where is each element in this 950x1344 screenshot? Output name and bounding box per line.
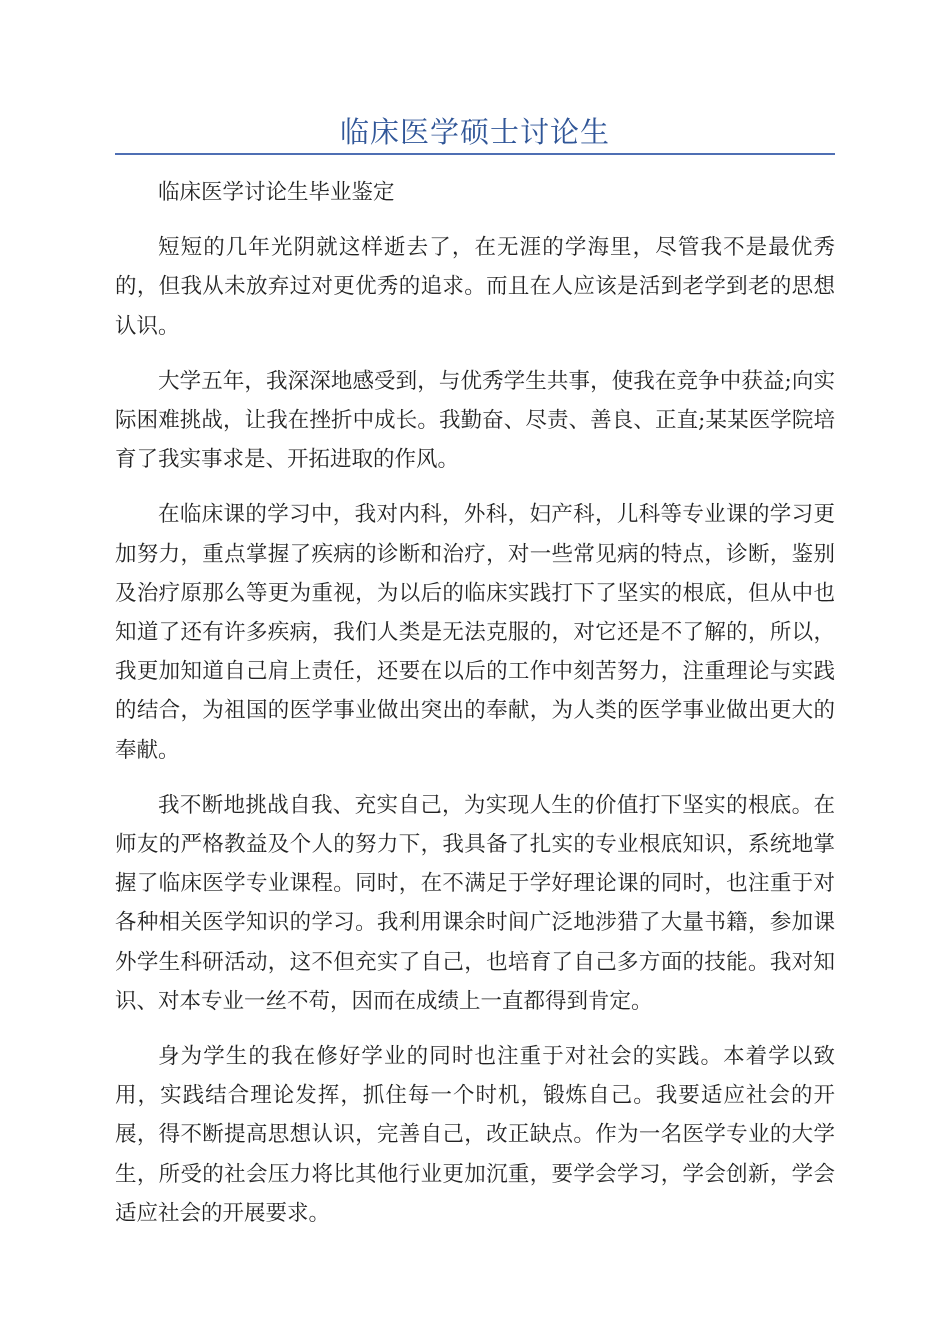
document-title: 临床医学硕士讨论生 [339, 115, 610, 149]
paragraph: 我不断地挑战自我、充实自己，为实现人生的价值打下坚实的根底。在师友的严格教益及个人的努力下，我具备了扎实的专业根底知识，系统地掌握了临床医学专业课程。同时，在不满足于学好理论课的同时，也注重于对各种相关医学知识的学习。我利用课余时间广泛地涉猎了大量书籍，参加课外学生科研活动，这不但充实了自己，也培育了自己多方面的技能。我对知识、对本专业一丝不苟，因而在成绩上一直都得到肯定。 [115, 792, 835, 1014]
paragraph: 身为学生的我在修好学业的同时也注重于对社会的实践。本着学以致用，实践结合理论发挥，抓住每一个时机，锻炼自己。我要适应社会的开展，得不断提高思想认识，完善自己，改正缺点。作为一名医学专业的大学生，所受的社会压力将比其他行业更加沉重，要学会学习，学会创新，学会适应社会的开展要求。 [115, 1044, 835, 1226]
document-body [115, 173, 835, 1249]
paragraph: 短短的几年光阴就这样逝去了，在无涯的学海里，尽管我不是最优秀的，但我从未放弃过对更优秀的追求。而且在人应该是活到老学到老的思想认识。 [115, 235, 835, 339]
paragraph: 在临床课的学习中，我对内科，外科，妇产科，儿科等专业课的学习更加努力，重点掌握了疾病的诊断和治疗，对一些常见病的特点，诊断，鉴别及治疗原那么等更为重视，为以后的临床实践打下了坚实的根底，但从中也知道了还有许多疾病，我们人类是无法克服的，对它还是不了解的，所以，我更加知道自己肩上责任，还要在以后的工作中刻苦努力，注重理论与实践的结合，为祖国的医学事业做出突出的奉献，为人类的医学事业做出更大的奉献。 [115, 502, 835, 763]
title-underline [115, 153, 835, 155]
paragraph: 大学五年，我深深地感受到，与优秀学生共事，使我在竞争中获益;向实际困难挑战，让我在挫折中成长。我勤奋、尽责、善良、正直;某某医学院培育了我实事求是、开拓进取的作风。 [115, 368, 835, 473]
document-subtitle: 临床医学讨论生毕业鉴定 [158, 180, 395, 205]
